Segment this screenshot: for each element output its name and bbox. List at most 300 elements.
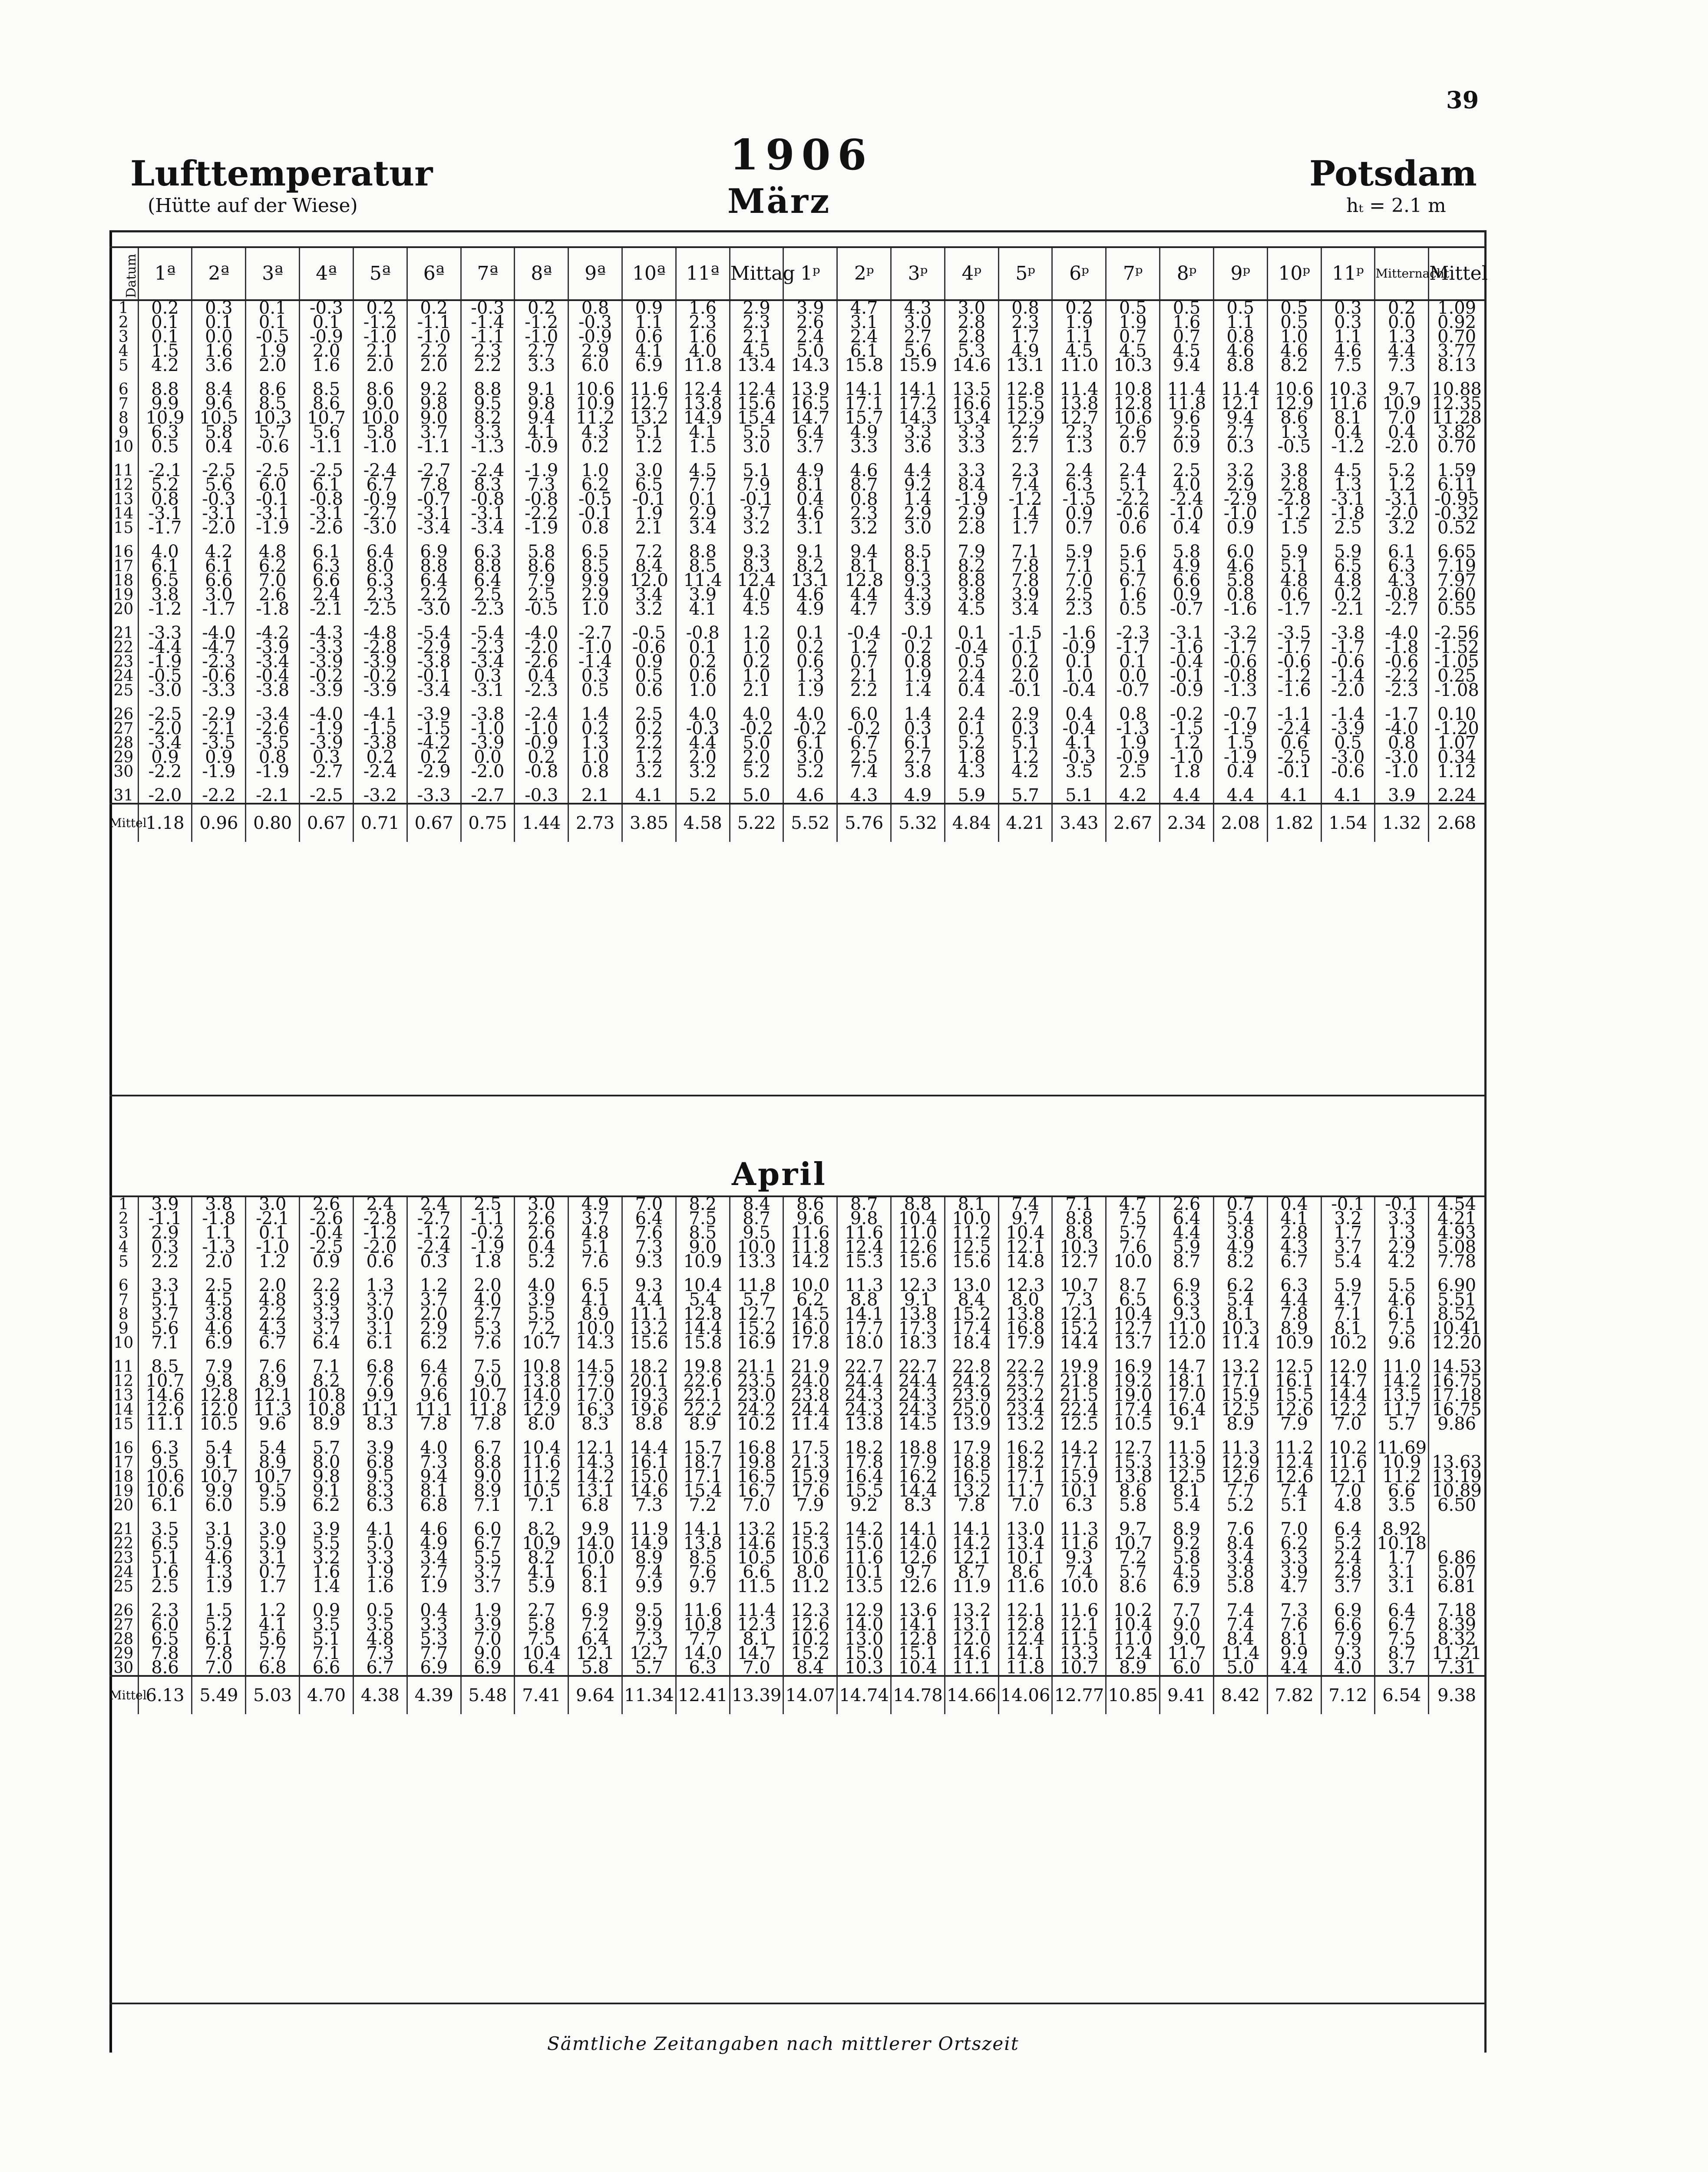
value-cell: 18.2 bbox=[837, 1441, 891, 1455]
value-cell: 2.9 bbox=[138, 1226, 192, 1240]
value-cell: -1.0 bbox=[568, 640, 622, 655]
value-cell: -1.05 bbox=[1429, 655, 1484, 669]
value-cell: 1.1 bbox=[1321, 330, 1375, 344]
value-cell: 9.3 bbox=[1321, 1646, 1375, 1661]
value-cell: 4.2 bbox=[998, 765, 1052, 779]
value-cell: 9.0 bbox=[461, 1374, 515, 1388]
value-cell: 3.7 bbox=[1321, 1240, 1375, 1255]
value-cell: 9.6 bbox=[1375, 1336, 1429, 1350]
value-cell: 5.5 bbox=[1375, 1278, 1429, 1293]
value-cell: 2.5 bbox=[837, 750, 891, 765]
value-cell: 6.9 bbox=[622, 358, 676, 373]
value-cell: 4.9 bbox=[783, 464, 837, 478]
value-cell: -0.3 bbox=[676, 722, 730, 736]
value-cell: 1.7 bbox=[1321, 1226, 1375, 1240]
value-cell: 3.7 bbox=[1321, 1579, 1375, 1594]
value-cell: 6.7 bbox=[353, 1661, 407, 1676]
value-cell: 16.3 bbox=[568, 1403, 622, 1417]
value-cell: 11.2 bbox=[1375, 1470, 1429, 1484]
value-cell: 8.39 bbox=[1429, 1618, 1484, 1632]
value-cell: 16.6 bbox=[945, 397, 998, 411]
value-cell: -2.5 bbox=[300, 464, 353, 478]
value-cell: 22.4 bbox=[1052, 1403, 1106, 1417]
value-cell: 1.6 bbox=[353, 1579, 407, 1594]
value-cell: -3.1 bbox=[300, 507, 353, 521]
value-cell: 3.3 bbox=[353, 1551, 407, 1565]
value-cell: 1.2 bbox=[998, 750, 1052, 765]
value-cell: 5.8 bbox=[1160, 1551, 1214, 1565]
value-cell: 13.2 bbox=[945, 1603, 998, 1618]
value-cell: 6.90 bbox=[1429, 1278, 1484, 1293]
value-cell: 15.5 bbox=[837, 1484, 891, 1498]
value-cell: 9.1 bbox=[891, 1293, 945, 1307]
mittel-cell: 1.44 bbox=[515, 804, 568, 842]
value-cell: 3.7 bbox=[461, 1565, 515, 1579]
value-cell: 6.0 bbox=[461, 1522, 515, 1536]
value-cell: 8.6 bbox=[998, 1565, 1052, 1579]
mittel-cell: 6.13 bbox=[138, 1676, 192, 1714]
value-cell: 2.5 bbox=[138, 1579, 192, 1594]
value-cell: 11.4 bbox=[783, 1417, 837, 1431]
value-cell: 17.1 bbox=[676, 1470, 730, 1484]
value-cell: 10.41 bbox=[1429, 1321, 1484, 1336]
value-cell: 8.4 bbox=[730, 1197, 783, 1212]
value-cell: 11.3 bbox=[837, 1278, 891, 1293]
value-cell: 14.9 bbox=[676, 411, 730, 425]
value-cell: 11.6 bbox=[837, 1226, 891, 1240]
value-cell: 1.0 bbox=[568, 750, 622, 765]
value-cell: -0.2 bbox=[837, 722, 891, 736]
value-cell: 4.9 bbox=[568, 1197, 622, 1212]
value-cell: -1.9 bbox=[515, 521, 568, 535]
value-cell: 14.6 bbox=[945, 358, 998, 373]
value-cell: 3.9 bbox=[461, 1618, 515, 1632]
value-cell: 3.7 bbox=[568, 1212, 622, 1226]
footer-rule bbox=[109, 2003, 1484, 2004]
value-cell: 4.0 bbox=[407, 1441, 461, 1455]
day-cell: 27 bbox=[113, 720, 134, 738]
value-cell: 5.51 bbox=[1429, 1293, 1484, 1307]
value-cell: 0.3 bbox=[407, 1255, 461, 1269]
value-cell: 5.9 bbox=[246, 1536, 300, 1551]
mittel-cell: 0.96 bbox=[192, 804, 246, 842]
value-cell: 3.4 bbox=[676, 521, 730, 535]
value-cell: 2.5 bbox=[461, 588, 515, 602]
value-cell: 12.1 bbox=[1213, 397, 1267, 411]
page-number: 39 bbox=[1446, 86, 1479, 114]
value-cell: 3.4 bbox=[407, 1551, 461, 1565]
value-cell: 0.9 bbox=[138, 750, 192, 765]
value-cell: 9.5 bbox=[353, 1470, 407, 1484]
value-cell: 13.63 bbox=[1429, 1455, 1484, 1470]
value-cell: 13.8 bbox=[676, 397, 730, 411]
value-cell: 23.4 bbox=[998, 1403, 1052, 1417]
value-cell: 2.5 bbox=[1160, 464, 1214, 478]
value-cell: 14.6 bbox=[945, 1646, 998, 1661]
value-cell: 6.5 bbox=[568, 1278, 622, 1293]
value-cell: 12.4 bbox=[998, 1632, 1052, 1646]
value-cell: 6.2 bbox=[568, 478, 622, 492]
value-cell: 16.9 bbox=[1106, 1360, 1160, 1374]
value-cell: 14.2 bbox=[568, 1470, 622, 1484]
value-cell: 11.0 bbox=[1106, 1632, 1160, 1646]
value-cell: 4.1 bbox=[676, 602, 730, 616]
value-cell: 8.5 bbox=[676, 1551, 730, 1565]
value-cell: -1.08 bbox=[1429, 683, 1484, 698]
value-cell: 10.5 bbox=[192, 1417, 246, 1431]
value-cell: 0.3 bbox=[998, 722, 1052, 736]
value-cell: 4.3 bbox=[891, 300, 945, 315]
value-cell: 0.5 bbox=[1213, 300, 1267, 315]
value-cell: 1.4 bbox=[891, 683, 945, 698]
value-cell: -3.0 bbox=[1375, 750, 1429, 765]
value-cell: 0.3 bbox=[1213, 440, 1267, 454]
value-cell: 1.8 bbox=[461, 1255, 515, 1269]
value-cell: 0.8 bbox=[998, 300, 1052, 315]
value-cell: 1.0 bbox=[676, 683, 730, 698]
day-cell: 20 bbox=[113, 600, 134, 618]
value-cell: 10.3 bbox=[246, 411, 300, 425]
value-cell: 3.4 bbox=[998, 602, 1052, 616]
value-cell: -0.2 bbox=[353, 669, 407, 683]
value-cell: 1.7 bbox=[998, 330, 1052, 344]
value-cell: 6.7 bbox=[461, 1441, 515, 1455]
value-cell: 0.9 bbox=[300, 1255, 353, 1269]
value-cell: 8.1 bbox=[945, 1197, 998, 1212]
value-cell: 9.2 bbox=[1160, 1536, 1214, 1551]
value-cell: -5.4 bbox=[407, 626, 461, 640]
value-cell: 2.4 bbox=[300, 588, 353, 602]
value-cell: 13.9 bbox=[783, 382, 837, 397]
value-cell: -0.1 bbox=[1267, 765, 1321, 779]
value-cell: 1.2 bbox=[1375, 478, 1429, 492]
value-cell: 6.3 bbox=[461, 545, 515, 559]
value-cell: 8.52 bbox=[1429, 1307, 1484, 1321]
value-cell: 5.7 bbox=[1106, 1565, 1160, 1579]
hour-header: 4ᵖ bbox=[945, 247, 998, 300]
value-cell: 8.8 bbox=[891, 1197, 945, 1212]
value-cell: 24.4 bbox=[837, 1374, 891, 1388]
value-cell: 12.3 bbox=[730, 1618, 783, 1632]
value-cell: 14.0 bbox=[515, 1388, 568, 1403]
value-cell: 6.9 bbox=[407, 1661, 461, 1676]
value-cell: 5.6 bbox=[138, 1321, 192, 1336]
value-cell: 12.3 bbox=[783, 1603, 837, 1618]
value-cell: 10.6 bbox=[1106, 411, 1160, 425]
value-cell: 1.5 bbox=[138, 344, 192, 358]
value-cell: 1.5 bbox=[676, 440, 730, 454]
value-cell: 19.6 bbox=[622, 1403, 676, 1417]
value-cell: 0.9 bbox=[622, 300, 676, 315]
value-cell: 2.9 bbox=[891, 507, 945, 521]
value-cell: -1.2 bbox=[515, 315, 568, 330]
value-cell: 8.7 bbox=[1160, 1255, 1214, 1269]
value-cell: -0.8 bbox=[676, 626, 730, 640]
value-cell: 12.8 bbox=[676, 1307, 730, 1321]
value-cell: 13.8 bbox=[515, 1374, 568, 1388]
value-cell: 10.0 bbox=[1106, 1255, 1160, 1269]
value-cell: 10.8 bbox=[676, 1618, 730, 1632]
value-cell: 12.9 bbox=[998, 411, 1052, 425]
value-cell: 10.7 bbox=[1052, 1661, 1106, 1676]
value-cell: 6.5 bbox=[138, 573, 192, 588]
value-cell: 6.5 bbox=[568, 545, 622, 559]
value-cell: -2.3 bbox=[1375, 683, 1429, 698]
value-cell: 2.2 bbox=[300, 1278, 353, 1293]
value-cell: 7.8 bbox=[1267, 1307, 1321, 1321]
value-cell: 9.8 bbox=[300, 1470, 353, 1484]
value-cell: 12.1 bbox=[1321, 1470, 1375, 1484]
value-cell: 9.7 bbox=[676, 1579, 730, 1594]
value-cell: 12.7 bbox=[1106, 1321, 1160, 1336]
value-cell: 10.1 bbox=[998, 1551, 1052, 1565]
value-cell: 8.8 bbox=[1052, 1212, 1106, 1226]
table-row bbox=[109, 765, 1484, 779]
value-cell: 7.2 bbox=[622, 545, 676, 559]
value-cell: -3.9 bbox=[461, 736, 515, 750]
value-cell: -0.3 bbox=[1052, 750, 1106, 765]
value-cell: 4.9 bbox=[783, 602, 837, 616]
mittel-cell: 4.84 bbox=[945, 804, 998, 842]
value-cell: 12.8 bbox=[998, 382, 1052, 397]
value-cell: 17.1 bbox=[1052, 1455, 1106, 1470]
value-cell: 8.6 bbox=[1106, 1484, 1160, 1498]
value-cell: 6.9 bbox=[568, 1603, 622, 1618]
value-cell: 2.4 bbox=[945, 707, 998, 722]
value-cell: 1.6 bbox=[1160, 315, 1214, 330]
value-cell: -0.9 bbox=[300, 330, 353, 344]
value-cell: 6.2 bbox=[783, 1293, 837, 1307]
value-cell: 10.8 bbox=[1106, 382, 1160, 397]
value-cell: 3.1 bbox=[192, 1522, 246, 1536]
value-cell: 9.0 bbox=[353, 397, 407, 411]
hour-header: 7ᵖ bbox=[1106, 247, 1160, 300]
value-cell: 8.8 bbox=[945, 573, 998, 588]
hour-header: 8ª bbox=[515, 247, 568, 300]
value-cell: 14.0 bbox=[676, 1646, 730, 1661]
value-cell: -3.9 bbox=[353, 655, 407, 669]
mittel-cell: 5.49 bbox=[192, 1676, 246, 1714]
value-cell: 9.4 bbox=[837, 545, 891, 559]
value-cell: 15.2 bbox=[730, 1321, 783, 1336]
value-cell: 2.0 bbox=[300, 344, 353, 358]
value-cell: 2.6 bbox=[1106, 425, 1160, 440]
value-cell: 0.1 bbox=[998, 640, 1052, 655]
value-cell: -0.3 bbox=[192, 492, 246, 507]
value-cell: 21.5 bbox=[1052, 1388, 1106, 1403]
value-cell: -1.2 bbox=[138, 602, 192, 616]
value-cell: 6.2 bbox=[246, 559, 300, 573]
value-cell: 21.3 bbox=[783, 1455, 837, 1470]
value-cell: 0.3 bbox=[192, 300, 246, 315]
value-cell: 2.4 bbox=[1321, 1551, 1375, 1565]
hour-header: 2ª bbox=[192, 247, 246, 300]
value-cell: 13.8 bbox=[891, 1307, 945, 1321]
value-cell: 9.6 bbox=[407, 1388, 461, 1403]
value-cell: 8.9 bbox=[1267, 1321, 1321, 1336]
value-cell: 1.0 bbox=[730, 669, 783, 683]
value-cell: -2.8 bbox=[353, 640, 407, 655]
hour-header: Mittag bbox=[730, 247, 783, 300]
mittel-cell: 1.18 bbox=[138, 804, 192, 842]
value-cell: -1.7 bbox=[1106, 640, 1160, 655]
value-cell: 0.0 bbox=[1375, 315, 1429, 330]
value-cell: 5.9 bbox=[1321, 545, 1375, 559]
value-cell: 12.5 bbox=[1267, 1360, 1321, 1374]
value-cell: 11.1 bbox=[138, 1417, 192, 1431]
value-cell: 4.5 bbox=[676, 464, 730, 478]
value-cell: 1.1 bbox=[1052, 330, 1106, 344]
value-cell: 7.8 bbox=[998, 573, 1052, 588]
value-cell: 6.5 bbox=[138, 1536, 192, 1551]
value-cell: -4.3 bbox=[300, 626, 353, 640]
value-cell: 13.2 bbox=[730, 1522, 783, 1536]
value-cell: 6.3 bbox=[138, 1441, 192, 1455]
value-cell: 10.6 bbox=[568, 382, 622, 397]
value-cell: 13.1 bbox=[783, 573, 837, 588]
value-cell: 3.7 bbox=[407, 1293, 461, 1307]
value-cell: 10.7 bbox=[192, 1470, 246, 1484]
value-cell: 8.5 bbox=[300, 382, 353, 397]
value-cell: 8.8 bbox=[461, 1455, 515, 1470]
value-cell: 3.0 bbox=[730, 440, 783, 454]
value-cell: 8.3 bbox=[730, 559, 783, 573]
value-cell: 17.4 bbox=[945, 1321, 998, 1336]
value-cell: -3.4 bbox=[461, 521, 515, 535]
value-cell: 14.1 bbox=[891, 382, 945, 397]
value-cell: 3.0 bbox=[945, 300, 998, 315]
value-cell: 11.1 bbox=[622, 1307, 676, 1321]
value-cell: 0.9 bbox=[1160, 588, 1214, 602]
value-cell: 2.2 bbox=[138, 1255, 192, 1269]
value-cell: 7.4 bbox=[1052, 1565, 1106, 1579]
value-cell: 4.6 bbox=[783, 588, 837, 602]
value-cell: 4.0 bbox=[138, 545, 192, 559]
value-cell: 10.4 bbox=[515, 1441, 568, 1455]
value-cell: 8.6 bbox=[138, 1661, 192, 1676]
value-cell: 4.5 bbox=[1160, 1565, 1214, 1579]
value-cell: 0.0 bbox=[192, 330, 246, 344]
value-cell: 4.1 bbox=[1321, 788, 1375, 804]
value-cell: 2.0 bbox=[461, 1278, 515, 1293]
value-cell: 12.5 bbox=[1052, 1417, 1106, 1431]
value-cell: 4.5 bbox=[1052, 344, 1106, 358]
value-cell: 16.7 bbox=[730, 1484, 783, 1498]
value-cell: 1.09 bbox=[1429, 300, 1484, 315]
value-cell: 17.18 bbox=[1429, 1388, 1484, 1403]
value-cell: 14.3 bbox=[783, 358, 837, 373]
value-cell: 0.8 bbox=[1213, 330, 1267, 344]
value-cell: 23.0 bbox=[730, 1388, 783, 1403]
value-cell: -1.7 bbox=[1321, 640, 1375, 655]
mittel-cell: 9.64 bbox=[568, 1676, 622, 1714]
value-cell: 7.0 bbox=[1375, 411, 1429, 425]
value-cell: 9.6 bbox=[246, 1417, 300, 1431]
value-cell: 5.1 bbox=[730, 464, 783, 478]
value-cell: 4.7 bbox=[837, 602, 891, 616]
value-cell: 7.1 bbox=[1052, 559, 1106, 573]
value-cell: 0.2 bbox=[353, 750, 407, 765]
mittel-cell: 5.03 bbox=[246, 1676, 300, 1714]
value-cell: 7.9 bbox=[515, 573, 568, 588]
value-cell: 0.9 bbox=[622, 655, 676, 669]
value-cell: 3.7 bbox=[300, 1321, 353, 1336]
value-cell: 12.1 bbox=[568, 1646, 622, 1661]
value-cell: 10.9 bbox=[1375, 1455, 1429, 1470]
value-cell: 7.3 bbox=[622, 1498, 676, 1513]
day-cell: 7 bbox=[118, 1291, 129, 1309]
mittel-row bbox=[109, 804, 1484, 842]
value-cell: 10.6 bbox=[138, 1470, 192, 1484]
value-cell: 7.2 bbox=[515, 1321, 568, 1336]
value-cell: 16.9 bbox=[730, 1336, 783, 1350]
value-cell: 6.5 bbox=[622, 478, 676, 492]
value-cell: 0.2 bbox=[1375, 300, 1429, 315]
value-cell: 12.7 bbox=[622, 1646, 676, 1661]
value-cell: 2.3 bbox=[676, 315, 730, 330]
value-cell: 8.1 bbox=[1213, 1307, 1267, 1321]
value-cell: 9.3 bbox=[891, 573, 945, 588]
value-cell: -2.3 bbox=[1106, 626, 1160, 640]
value-cell: -1.9 bbox=[138, 655, 192, 669]
value-cell: 4.8 bbox=[246, 545, 300, 559]
mittel-cell: 11.34 bbox=[622, 1676, 676, 1714]
value-cell: 5.1 bbox=[568, 1240, 622, 1255]
value-cell: 0.5 bbox=[945, 655, 998, 669]
value-cell: 2.7 bbox=[515, 1603, 568, 1618]
station-name: Potsdam bbox=[1309, 153, 1477, 194]
value-cell: 3.0 bbox=[622, 464, 676, 478]
value-cell: 0.1 bbox=[945, 626, 998, 640]
value-cell: 8.1 bbox=[1160, 1484, 1214, 1498]
value-cell: 5.1 bbox=[622, 425, 676, 440]
value-cell: 6.3 bbox=[1052, 1498, 1106, 1513]
value-cell: -1.0 bbox=[1375, 765, 1429, 779]
value-cell: 1.3 bbox=[1375, 330, 1429, 344]
value-cell: 18.0 bbox=[837, 1336, 891, 1350]
day-cell: 25 bbox=[113, 682, 134, 699]
value-cell: 13.0 bbox=[837, 1632, 891, 1646]
value-cell: 5.0 bbox=[353, 1536, 407, 1551]
value-cell: 9.4 bbox=[1160, 358, 1214, 373]
value-cell: 3.4 bbox=[622, 588, 676, 602]
value-cell: 0.3 bbox=[1321, 300, 1375, 315]
value-cell: -0.9 bbox=[353, 492, 407, 507]
table-row bbox=[109, 440, 1484, 454]
value-cell: 7.7 bbox=[676, 1632, 730, 1646]
value-cell: 9.8 bbox=[192, 1374, 246, 1388]
value-cell: 10.3 bbox=[837, 1661, 891, 1676]
value-cell: 7.3 bbox=[353, 1646, 407, 1661]
value-cell: -2.7 bbox=[1375, 602, 1429, 616]
day-cell: 24 bbox=[113, 1563, 134, 1581]
mittel-cell: 4.38 bbox=[353, 1676, 407, 1714]
value-cell: 15.6 bbox=[622, 1336, 676, 1350]
value-cell: 3.2 bbox=[676, 765, 730, 779]
value-cell: 10.9 bbox=[1267, 1336, 1321, 1350]
value-cell: 5.6 bbox=[891, 344, 945, 358]
value-cell: 7.5 bbox=[1321, 358, 1375, 373]
value-cell: 23.8 bbox=[783, 1388, 837, 1403]
value-cell: 3.8 bbox=[1267, 464, 1321, 478]
value-cell: 7.3 bbox=[515, 478, 568, 492]
value-cell: -2.5 bbox=[192, 464, 246, 478]
value-cell: 9.3 bbox=[1052, 1551, 1106, 1565]
value-cell: 7.3 bbox=[622, 1240, 676, 1255]
value-cell: 6.7 bbox=[353, 478, 407, 492]
value-cell: 2.7 bbox=[891, 750, 945, 765]
value-cell: 1.07 bbox=[1429, 736, 1484, 750]
